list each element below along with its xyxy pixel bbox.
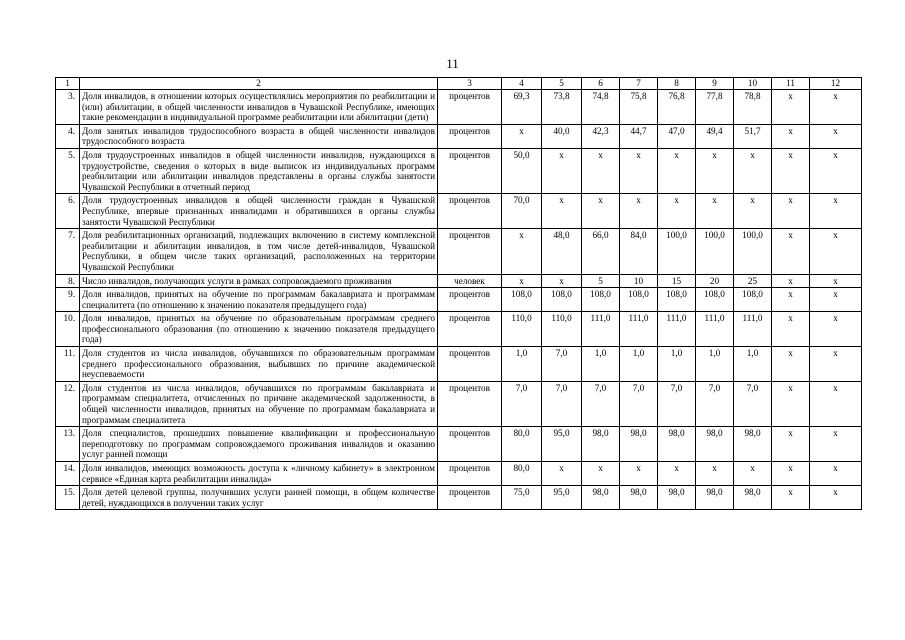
indicator-description: Доля инвалидов, принятых на обучение по образовательным программам среднего профессионального образования (по отношению к значению показателя предыдущего года) <box>80 312 438 347</box>
table-row <box>56 312 862 347</box>
indicator-value: х <box>772 486 810 510</box>
indicator-value: х <box>696 148 734 193</box>
indicator-value: х <box>658 462 696 486</box>
row-number: 11. <box>56 347 80 382</box>
indicator-value: 98,0 <box>734 486 772 510</box>
indicator-value: х <box>810 124 862 148</box>
indicator-value: 25 <box>734 274 772 288</box>
indicator-value: 77,8 <box>696 90 734 125</box>
indicator-value: 111,0 <box>582 312 620 347</box>
indicator-value: х <box>772 462 810 486</box>
table-body <box>56 90 862 510</box>
indicator-value: х <box>810 194 862 229</box>
row-number: 6. <box>56 194 80 229</box>
indicator-value: 75,8 <box>620 90 658 125</box>
table-row <box>56 90 862 125</box>
table-row <box>56 288 862 312</box>
indicator-value: х <box>772 229 810 274</box>
table-row <box>56 194 862 229</box>
indicator-value: х <box>620 194 658 229</box>
indicator-value: 108,0 <box>620 288 658 312</box>
indicator-value: 47,0 <box>658 124 696 148</box>
table-row <box>56 229 862 274</box>
indicator-value: 110,0 <box>502 312 542 347</box>
column-header-5: 5 <box>542 78 582 90</box>
indicator-value: х <box>772 194 810 229</box>
unit-of-measure: процентов <box>438 462 502 486</box>
indicator-value: х <box>502 274 542 288</box>
indicator-value: 5 <box>582 274 620 288</box>
indicator-description: Доля трудоустроенных инвалидов в общей численности инвалидов, нуждающихся в трудоустройстве, сведения о которых в виде выписок из индивидуальных программ реабилитации или абилитации инвалидов представлены в органы службы занятости Чувашской Республики в отчетный период <box>80 148 438 193</box>
indicator-value: 98,0 <box>696 427 734 462</box>
indicator-value: 98,0 <box>696 486 734 510</box>
indicator-value: 80,0 <box>502 427 542 462</box>
indicator-description: Доля специалистов, прошедших повышение квалификации и профессиональную переподготовку по программам сопровождаемого проживания инвалидов и оказанию услуг ранней помощи <box>80 427 438 462</box>
indicator-value: 10 <box>620 274 658 288</box>
indicator-value: х <box>810 288 862 312</box>
column-header-8: 8 <box>658 78 696 90</box>
table-row <box>56 148 862 193</box>
unit-of-measure: человек <box>438 274 502 288</box>
indicator-value: 95,0 <box>542 427 582 462</box>
indicator-value: 98,0 <box>582 486 620 510</box>
table-row <box>56 427 862 462</box>
indicator-value: х <box>810 274 862 288</box>
indicator-description: Число инвалидов, получающих услуги в рамках сопровождаемого проживания <box>80 274 438 288</box>
indicator-value: х <box>502 229 542 274</box>
indicator-value: 7,0 <box>502 381 542 426</box>
column-header-1: 1 <box>56 78 80 90</box>
column-header-9: 9 <box>696 78 734 90</box>
indicator-value: 100,0 <box>658 229 696 274</box>
indicator-value: х <box>542 274 582 288</box>
indicator-value: 98,0 <box>658 486 696 510</box>
column-header-6: 6 <box>582 78 620 90</box>
indicator-value: х <box>696 462 734 486</box>
indicator-value: х <box>620 462 658 486</box>
indicator-value: х <box>772 90 810 125</box>
unit-of-measure: процентов <box>438 288 502 312</box>
indicator-value: х <box>772 381 810 426</box>
indicator-value: 84,0 <box>620 229 658 274</box>
table-row <box>56 347 862 382</box>
column-header-11: 11 <box>772 78 810 90</box>
indicator-value: 7,0 <box>696 381 734 426</box>
column-header-4: 4 <box>502 78 542 90</box>
indicator-value: 7,0 <box>658 381 696 426</box>
unit-of-measure: процентов <box>438 229 502 274</box>
table-row <box>56 486 862 510</box>
indicator-value: 80,0 <box>502 462 542 486</box>
unit-of-measure: процентов <box>438 381 502 426</box>
indicator-value: 95,0 <box>542 486 582 510</box>
indicator-value: 1,0 <box>502 347 542 382</box>
indicator-value: 70,0 <box>502 194 542 229</box>
row-number: 5. <box>56 148 80 193</box>
row-number: 15. <box>56 486 80 510</box>
indicator-value: 7,0 <box>734 381 772 426</box>
indicator-description: Доля инвалидов, в отношении которых осуществлялись мероприятия по реабилитации и (или) абилитации, в общей численности инвалидов в Чувашской Республике, имеющих такие рекомендации в индивидуальной программе реабилитации или абилитации (дети) <box>80 90 438 125</box>
indicator-value: 1,0 <box>658 347 696 382</box>
unit-of-measure: процентов <box>438 427 502 462</box>
page-number: 11 <box>446 56 459 71</box>
indicator-value: х <box>810 90 862 125</box>
indicator-value: 108,0 <box>734 288 772 312</box>
indicator-value: х <box>772 312 810 347</box>
indicator-value: 75,0 <box>502 486 542 510</box>
row-number: 12. <box>56 381 80 426</box>
indicator-value: х <box>582 194 620 229</box>
unit-of-measure: процентов <box>438 124 502 148</box>
indicator-value: х <box>734 148 772 193</box>
indicator-value: х <box>542 194 582 229</box>
indicator-description: Доля трудоустроенных инвалидов в общей численности граждан в Чувашской Республике, впервые признанных инвалидами и обратившихся в органы службы занятости Чувашской Республики <box>80 194 438 229</box>
column-header-12: 12 <box>810 78 862 90</box>
indicator-value: х <box>810 427 862 462</box>
indicator-value: 100,0 <box>696 229 734 274</box>
indicator-value: 98,0 <box>620 486 658 510</box>
indicator-value: 1,0 <box>696 347 734 382</box>
indicator-value: 111,0 <box>734 312 772 347</box>
indicator-description: Доля студентов из числа инвалидов, обучавшихся по образовательным программам среднего профессионального образования, выбывших по причине академической неуспеваемости <box>80 347 438 382</box>
indicator-value: 7,0 <box>542 381 582 426</box>
indicator-value: 111,0 <box>620 312 658 347</box>
indicator-value: 108,0 <box>502 288 542 312</box>
indicator-value: 73,8 <box>542 90 582 125</box>
indicator-value: 108,0 <box>582 288 620 312</box>
indicator-value: 98,0 <box>582 427 620 462</box>
unit-of-measure: процентов <box>438 486 502 510</box>
indicator-value: 78,8 <box>734 90 772 125</box>
unit-of-measure: процентов <box>438 148 502 193</box>
indicator-value: 74,8 <box>582 90 620 125</box>
indicator-value: 108,0 <box>542 288 582 312</box>
indicator-value: 15 <box>658 274 696 288</box>
indicator-value: х <box>772 274 810 288</box>
indicator-value: х <box>810 381 862 426</box>
indicator-value: 50,0 <box>502 148 542 193</box>
indicator-value: х <box>810 347 862 382</box>
indicator-value: х <box>542 148 582 193</box>
indicator-description: Доля инвалидов, принятых на обучение по программам бакалавриата и программам специалитета (по отношению к значению показателя предыдущего года) <box>80 288 438 312</box>
indicator-value: 108,0 <box>696 288 734 312</box>
indicator-value: х <box>734 194 772 229</box>
unit-of-measure: процентов <box>438 194 502 229</box>
indicator-value: 40,0 <box>542 124 582 148</box>
table-row <box>56 274 862 288</box>
indicator-value: х <box>542 462 582 486</box>
row-number: 10. <box>56 312 80 347</box>
row-number: 3. <box>56 90 80 125</box>
row-number: 8. <box>56 274 80 288</box>
indicator-value: х <box>810 229 862 274</box>
row-number: 14. <box>56 462 80 486</box>
indicator-value: 98,0 <box>658 427 696 462</box>
indicator-value: 42,3 <box>582 124 620 148</box>
indicator-value: 48,0 <box>542 229 582 274</box>
indicator-description: Доля студентов из числа инвалидов, обучавшихся по программам бакалавриата и программам специалитета, отчисленных по причине академической задолженности, в общей численности инвалидов, принятых на обучение по программам бакалавриата и программам специалитета <box>80 381 438 426</box>
indicator-value: х <box>772 347 810 382</box>
indicator-value: х <box>772 148 810 193</box>
indicator-value: 111,0 <box>658 312 696 347</box>
indicator-value: х <box>772 124 810 148</box>
indicator-value: х <box>658 194 696 229</box>
indicator-value: 7,0 <box>582 381 620 426</box>
indicator-value: 69,3 <box>502 90 542 125</box>
row-number: 7. <box>56 229 80 274</box>
indicator-value: 7,0 <box>620 381 658 426</box>
indicator-value: х <box>582 462 620 486</box>
indicator-value: 20 <box>696 274 734 288</box>
table-row <box>56 462 862 486</box>
table-row <box>56 381 862 426</box>
indicator-value: х <box>582 148 620 193</box>
indicator-description: Доля инвалидов, имеющих возможность доступа к «личному кабинету» в электронном сервисе «Единая карта реабилитации инвалида» <box>80 462 438 486</box>
indicator-value: х <box>502 124 542 148</box>
indicator-value: х <box>772 288 810 312</box>
indicator-value: 100,0 <box>734 229 772 274</box>
indicator-value: х <box>658 148 696 193</box>
indicator-value: х <box>696 194 734 229</box>
indicator-value: 66,0 <box>582 229 620 274</box>
indicator-value: 76,8 <box>658 90 696 125</box>
column-header-2: 2 <box>80 78 438 90</box>
table-row <box>56 124 862 148</box>
indicator-value: 44,7 <box>620 124 658 148</box>
indicator-value: х <box>810 312 862 347</box>
row-number: 4. <box>56 124 80 148</box>
indicator-value: х <box>772 427 810 462</box>
indicator-value: 51,7 <box>734 124 772 148</box>
indicator-value: 110,0 <box>542 312 582 347</box>
row-number: 13. <box>56 427 80 462</box>
indicator-value: 49,4 <box>696 124 734 148</box>
indicator-value: 98,0 <box>734 427 772 462</box>
indicators-table <box>55 77 862 510</box>
column-header-7: 7 <box>620 78 658 90</box>
indicator-value: 1,0 <box>582 347 620 382</box>
indicator-value: х <box>734 462 772 486</box>
indicator-value: 111,0 <box>696 312 734 347</box>
indicator-value: 7,0 <box>542 347 582 382</box>
unit-of-measure: процентов <box>438 90 502 125</box>
indicator-value: 108,0 <box>658 288 696 312</box>
unit-of-measure: процентов <box>438 312 502 347</box>
column-header-3: 3 <box>438 78 502 90</box>
indicator-description: Доля детей целевой группы, получивших услуги ранней помощи, в общем количестве детей, нуждающихся в получении таких услуг <box>80 486 438 510</box>
column-header-10: 10 <box>734 78 772 90</box>
indicator-description: Доля занятых инвалидов трудоспособного возраста в общей численности инвалидов трудоспособного возраста <box>80 124 438 148</box>
indicator-value: х <box>810 148 862 193</box>
header-row <box>56 78 862 90</box>
unit-of-measure: процентов <box>438 347 502 382</box>
indicator-value: 98,0 <box>620 427 658 462</box>
indicator-value: 1,0 <box>734 347 772 382</box>
row-number: 9. <box>56 288 80 312</box>
indicator-value: х <box>620 148 658 193</box>
indicator-value: 1,0 <box>620 347 658 382</box>
indicator-value: х <box>810 486 862 510</box>
indicator-description: Доля реабилитационных организаций, подлежащих включению в систему комплексной реабилитации и абилитации инвалидов, в том числе детей-инвалидов, Чувашской Республики, в общем числе таких организаций, расположенных на территории Чувашской Республики <box>80 229 438 274</box>
indicator-value: х <box>810 462 862 486</box>
